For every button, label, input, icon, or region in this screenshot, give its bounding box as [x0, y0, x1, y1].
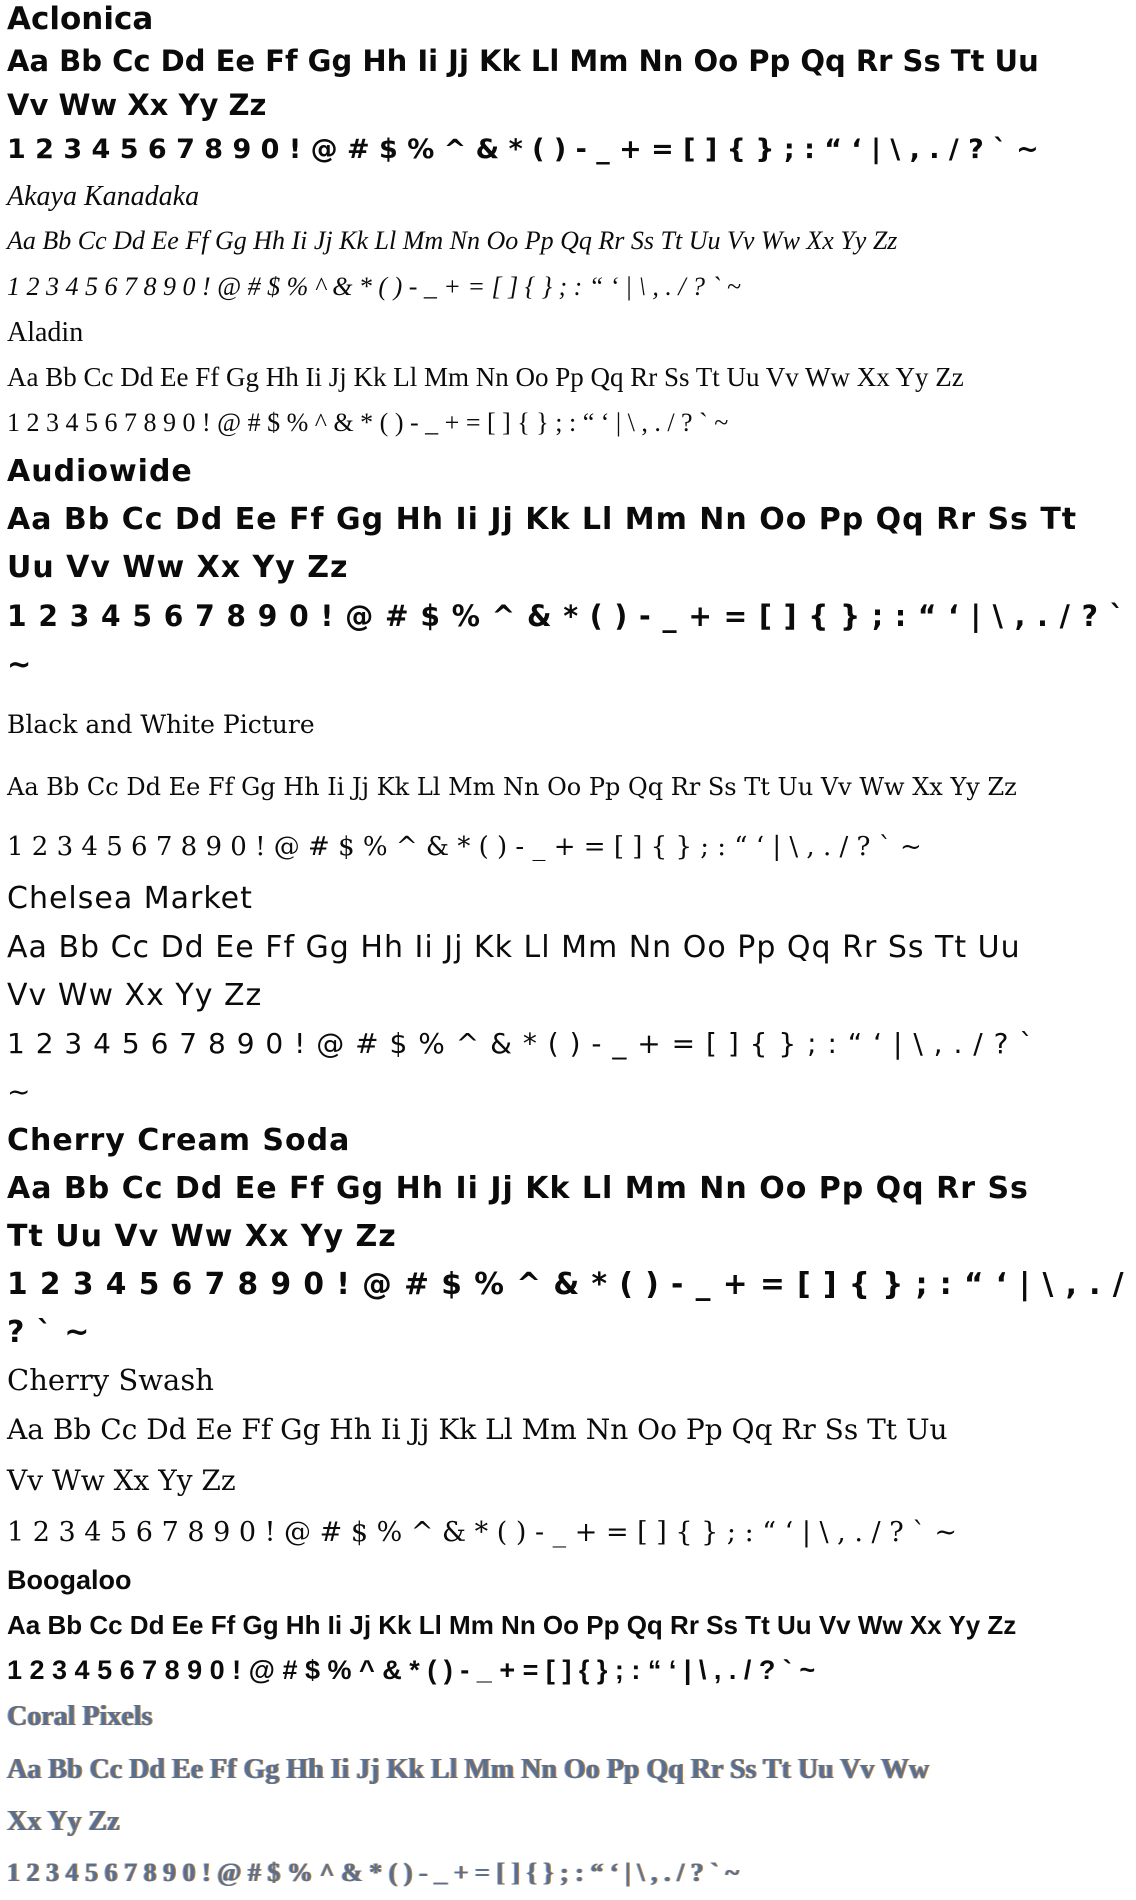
alphabet-line: Aa Bb Cc Dd Ee Ff Gg Hh Ii Jj Kk Ll Mm Nn Oo Pp Qq Rr Ss Tt Uu Vv Ww Xx Yy Zz: [7, 1610, 1017, 1640]
symbols-line: ~: [7, 647, 33, 681]
font-name: Aladin: [7, 317, 84, 348]
font-name: Audiowide: [7, 454, 193, 489]
alphabet-line: Aa Bb Cc Dd Ee Ff Gg Hh Ii Jj Kk Ll Mm Nn Oo Pp Qq Rr Ss Tt Uu Vv Ww Xx Yy Zz: [7, 773, 1017, 801]
symbols-line: 1 2 3 4 5 6 7 8 9 0 ! @ # $ % ^ & * ( ) - _ + = [ ] { } ; : “ ‘ | \ , . / ? ` ~: [7, 1517, 957, 1548]
symbols-line: 1 2 3 4 5 6 7 8 9 0 ! @ # $ % ^ & * ( ) - _ + = [ ] { } ; : “ ‘ | \ , . / ? ` ~: [7, 1655, 816, 1685]
alphabet-line: Xx Yy Zz: [7, 1806, 120, 1837]
symbols-line: 1 2 3 4 5 6 7 8 9 0 ! @ # $ % ^ & * ( ) - _ + = [ ] { } ; : “ ‘ | \ , . /: [7, 1267, 1125, 1302]
alphabet-line: Uu Vv Ww Xx Yy Zz: [7, 550, 349, 585]
symbols-line: 1 2 3 4 5 6 7 8 9 0 ! @ # $ % ^ & * ( ) - _ + = [ ] { } ; : “ ‘ | \ , . / ? `: [7, 599, 1125, 633]
alphabet-line: Aa Bb Cc Dd Ee Ff Gg Hh Ii Jj Kk Ll Mm Nn Oo Pp Qq Rr Ss: [7, 1171, 1029, 1206]
symbols-line: 1 2 3 4 5 6 7 8 9 0 ! @ # $ % ^ & * ( ) - _ + = [ ] { } ; : “ ‘ | \ , . / ? `: [7, 1027, 1035, 1060]
alphabet-line: Aa Bb Cc Dd Ee Ff Gg Hh Ii Jj Kk Ll Mm Nn Oo Pp Qq Rr Ss Tt Uu: [7, 44, 1039, 78]
alphabet-line: Aa Bb Cc Dd Ee Ff Gg Hh Ii Jj Kk Ll Mm Nn Oo Pp Qq Rr Ss Tt Uu: [7, 930, 1021, 965]
alphabet-line: Aa Bb Cc Dd Ee Ff Gg Hh Ii Jj Kk Ll Mm Nn Oo Pp Qq Rr Ss Tt Uu Vv Ww Xx Yy Zz: [7, 226, 898, 255]
symbols-line: 1 2 3 4 5 6 7 8 9 0 ! @ # $ % ^ & * ( ) - _ + = [ ] { } ; : “ ‘ | \ , . / ? ` ~: [7, 272, 741, 301]
symbols-line: 1 2 3 4 5 6 7 8 9 0 ! @ # $ % ^ & * ( ) - _ + = [ ] { } ; : “ ‘ | \ , . / ? ` ~: [7, 408, 729, 437]
font-name: Chelsea Market: [7, 881, 253, 916]
alphabet-line: Vv Ww Xx Yy Zz: [7, 88, 267, 122]
alphabet-line: Vv Ww Xx Yy Zz: [7, 978, 263, 1013]
symbols-line: ~: [7, 1075, 32, 1108]
symbols-line: 1 2 3 4 5 6 7 8 9 0 ! @ # $ % ^ & * ( ) - _ + = [ ] { } ; : “ ‘ | \ , . / ? ` ~: [7, 832, 922, 862]
alphabet-line: Vv Ww Xx Yy Zz: [7, 1464, 236, 1497]
font-name: Cherry Cream Soda: [7, 1123, 351, 1158]
alphabet-line: Tt Uu Vv Ww Xx Yy Zz: [7, 1219, 397, 1254]
alphabet-line: Aa Bb Cc Dd Ee Ff Gg Hh Ii Jj Kk Ll Mm Nn Oo Pp Qq Rr Ss Tt Uu: [7, 1413, 948, 1446]
symbols-line: 1 2 3 4 5 6 7 8 9 0 ! @ # $ % ^ & * ( ) - _ + = [ ] { } ; : “ ‘ | \ , . / ? ` ~: [7, 134, 1039, 165]
font-name: Aclonica: [7, 1, 154, 37]
font-name: Akaya Kanadaka: [7, 181, 200, 212]
font-name: Black and White Picture: [7, 710, 315, 739]
font-name: Coral Pixels: [7, 1701, 153, 1732]
alphabet-line: Aa Bb Cc Dd Ee Ff Gg Hh Ii Jj Kk Ll Mm Nn Oo Pp Qq Rr Ss Tt: [7, 502, 1078, 537]
alphabet-line: Aa Bb Cc Dd Ee Ff Gg Hh Ii Jj Kk Ll Mm Nn Oo Pp Qq Rr Ss Tt Uu Vv Ww: [7, 1754, 930, 1785]
font-name: Boogaloo: [7, 1565, 132, 1595]
font-name: Cherry Swash: [7, 1363, 214, 1397]
symbols-line: 1 2 3 4 5 6 7 8 9 0 ! @ # $ % ^ & * ( ) - _ + = [ ] { } ; : “ ‘ | \ , . / ? ` ~: [7, 1858, 739, 1887]
symbols-line: ? ` ~: [7, 1315, 91, 1350]
alphabet-line: Aa Bb Cc Dd Ee Ff Gg Hh Ii Jj Kk Ll Mm Nn Oo Pp Qq Rr Ss Tt Uu Vv Ww Xx Yy Zz: [7, 362, 964, 392]
